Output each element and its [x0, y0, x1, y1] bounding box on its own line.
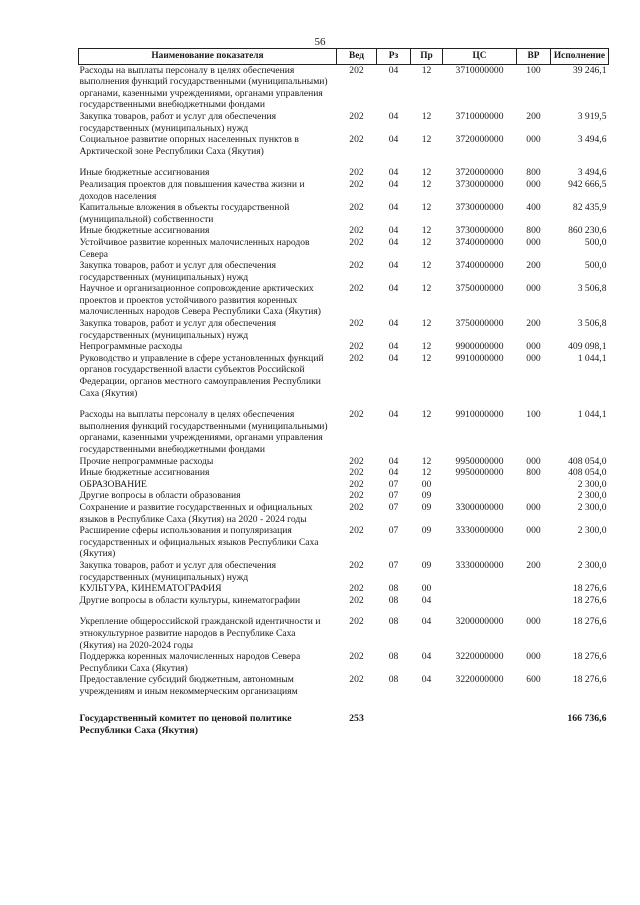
row-ved: 202	[349, 616, 364, 628]
row-cs	[443, 490, 517, 502]
table-row	[79, 479, 609, 491]
row-vr: 400	[526, 202, 541, 214]
table-header-row	[79, 49, 609, 65]
row-name: Иные бюджетные ассигнования	[79, 225, 210, 237]
row-rz: 04	[388, 318, 399, 330]
row-amount: 2 300,0	[577, 559, 607, 571]
row-ved: 202	[349, 525, 364, 537]
row-ved: 202	[349, 455, 364, 467]
table-row	[79, 64, 609, 111]
row-amount: 18 276,6	[572, 594, 607, 606]
row-pr: 00	[421, 583, 432, 595]
row-name: Закупка товаров, работ и услуг для обеспечения государственных (муниципальных) нужд	[79, 318, 277, 341]
row-pr: 12	[421, 260, 432, 272]
row-rz: 04	[388, 260, 399, 272]
row-name: ОБРАЗОВАНИЕ	[79, 478, 147, 490]
table-row	[79, 318, 609, 341]
row-vr: 000	[526, 651, 541, 663]
row-name: Поддержка коренных малочисленных народов Севера Республики Саха (Якутия)	[79, 651, 301, 674]
row-rz: 08	[388, 616, 399, 628]
row-vr	[517, 595, 551, 607]
page-number: 56	[314, 36, 326, 48]
row-name: Закупка товаров, работ и услуг для обеспечения государственных (муниципальных) нужд	[79, 110, 277, 134]
row-rz: 08	[388, 651, 399, 663]
row-name: Иные бюджетные ассигнования	[79, 167, 210, 179]
row-cs: 3750000000	[455, 283, 504, 295]
row-vr: 000	[526, 616, 541, 628]
row-amount: 3 494,6	[577, 167, 607, 179]
row-cs: 3730000000	[455, 202, 504, 214]
row-ved: 202	[349, 467, 364, 479]
row-cs: 3740000000	[455, 236, 504, 248]
row-ved: 202	[349, 409, 364, 421]
row-rz: 04	[388, 283, 399, 295]
row-name: КУЛЬТУРА, КИНЕМАТОГРАФИЯ	[79, 583, 222, 595]
row-cs: 3710000000	[455, 64, 504, 76]
table-row	[79, 202, 609, 225]
row-rz: 07	[388, 525, 399, 537]
row-amount: 3 506,8	[577, 283, 607, 295]
row-amount: 2 300,0	[577, 490, 607, 502]
table-row	[79, 583, 609, 595]
row-pr: 12	[421, 110, 432, 122]
row-amount: 3 919,5	[577, 110, 607, 122]
table-row	[79, 353, 609, 399]
header-amount: Исполнение	[551, 49, 609, 65]
row-cs: 9950000000	[455, 467, 504, 479]
row-amount: 3 494,6	[577, 134, 607, 146]
row-pr: 04	[421, 616, 432, 628]
row-ved: 202	[349, 478, 364, 490]
row-vr: 000	[526, 134, 541, 146]
table-row	[79, 651, 609, 674]
row-cs: 3750000000	[455, 318, 504, 330]
row-amount: 408 054,0	[568, 467, 607, 479]
row-vr: 800	[526, 167, 541, 179]
row-ved: 202	[349, 202, 364, 214]
row-vr: 000	[526, 283, 541, 295]
budget-execution-table	[78, 48, 609, 737]
table-row	[79, 674, 609, 697]
table-row	[79, 225, 609, 237]
row-rz: 07	[388, 478, 399, 490]
row-vr: 000	[526, 178, 541, 190]
row-ved: 202	[349, 501, 364, 513]
row-ved: 202	[349, 583, 364, 595]
table-row	[79, 179, 609, 202]
row-pr: 12	[421, 318, 432, 330]
table-row	[79, 283, 609, 318]
row-name: Предоставление субсидий бюджетным, автономным учреждениям и иным некоммерческим организациям	[79, 674, 298, 697]
table-row	[79, 399, 609, 455]
row-vr: 000	[526, 352, 541, 364]
row-pr: 04	[421, 674, 432, 686]
header-rz: Рз	[377, 49, 411, 65]
row-cs: 3220000000	[455, 651, 504, 663]
row-cs: 3730000000	[455, 225, 504, 237]
row-rz: 04	[388, 341, 399, 353]
row-cs: 3720000000	[455, 167, 504, 179]
table-row	[79, 260, 609, 283]
row-pr: 12	[421, 341, 432, 353]
row-vr: 200	[526, 110, 541, 122]
row-rz: 04	[388, 236, 399, 248]
row-name: Расширение сферы использования и популяризация государственных и официальных языков Республики Саха (Якутия)	[79, 525, 319, 560]
row-vr	[517, 490, 551, 502]
row-ved: 202	[349, 64, 364, 76]
row-pr: 12	[421, 178, 432, 190]
header-vr: ВР	[517, 49, 551, 65]
row-pr: 12	[421, 167, 432, 179]
row-amount: 82 435,9	[572, 202, 607, 214]
row-pr: 12	[421, 455, 432, 467]
table-row	[79, 606, 609, 651]
row-rz: 07	[388, 501, 399, 513]
row-ved: 202	[349, 318, 364, 330]
row-pr: 04	[421, 594, 432, 606]
row-rz: 04	[388, 202, 399, 214]
table-row	[79, 111, 609, 134]
row-rz: 04	[388, 64, 399, 76]
row-cs	[443, 583, 517, 595]
row-rz: 04	[388, 167, 399, 179]
row-rz: 04	[388, 134, 399, 146]
row-cs: 3330000000	[455, 559, 504, 571]
row-name: Непрограммные расходы	[79, 341, 183, 353]
row-amount: 2 300,0	[577, 501, 607, 513]
row-pr: 09	[421, 490, 432, 502]
row-vr: 000	[526, 341, 541, 353]
row-cs	[443, 479, 517, 491]
row-ved: 202	[349, 260, 364, 272]
row-vr	[517, 583, 551, 595]
row-name: Иные бюджетные ассигнования	[79, 467, 210, 479]
row-name: Устойчивое развитие коренных малочисленных народов Севера	[79, 236, 310, 260]
row-cs: 3720000000	[455, 134, 504, 146]
table-row	[79, 467, 609, 479]
row-amount: 409 098,1	[568, 341, 607, 353]
row-ved: 202	[349, 674, 364, 686]
row-pr: 12	[421, 352, 432, 364]
row-name: Руководство и управление в сфере установленных функций органов государственной власти субъектов Российской Федерации, органов местного самоуправления Республики Саха (Якутия)	[79, 352, 324, 399]
row-rz: 04	[388, 467, 399, 479]
row-rz: 07	[388, 559, 399, 571]
summary-ved: 253	[349, 713, 364, 725]
row-ved: 202	[349, 559, 364, 571]
table-row	[79, 490, 609, 502]
row-pr: 12	[421, 64, 432, 76]
row-cs: 3740000000	[455, 260, 504, 272]
row-rz: 08	[388, 674, 399, 686]
row-pr: 09	[421, 501, 432, 513]
row-pr: 04	[421, 651, 432, 663]
row-vr: 600	[526, 674, 541, 686]
header-ved: Вед	[337, 49, 377, 65]
table-row	[79, 525, 609, 560]
row-rz: 04	[388, 455, 399, 467]
row-amount: 39 246,1	[572, 64, 607, 76]
row-cs: 9910000000	[455, 409, 504, 421]
row-ved: 202	[349, 283, 364, 295]
row-pr: 09	[421, 525, 432, 537]
row-name: Прочие непрограммные расходы	[79, 455, 214, 467]
row-rz: 04	[388, 409, 399, 421]
summary-row	[79, 697, 609, 736]
row-vr: 000	[526, 236, 541, 248]
row-vr: 200	[526, 260, 541, 272]
row-cs: 9900000000	[455, 341, 504, 353]
row-pr: 12	[421, 467, 432, 479]
row-cs: 3300000000	[455, 501, 504, 513]
row-pr: 12	[421, 202, 432, 214]
header-cs: ЦС	[443, 49, 517, 65]
row-rz: 08	[388, 594, 399, 606]
row-amount: 2 300,0	[577, 525, 607, 537]
row-amount: 500,0	[584, 260, 607, 272]
row-vr: 100	[526, 409, 541, 421]
row-amount: 18 276,6	[572, 651, 607, 663]
row-rz: 04	[388, 178, 399, 190]
row-vr	[517, 479, 551, 491]
row-pr: 12	[421, 134, 432, 146]
row-pr: 12	[421, 283, 432, 295]
row-ved: 202	[349, 490, 364, 502]
row-amount: 3 506,8	[577, 318, 607, 330]
row-name: Расходы на выплаты персоналу в целях обеспечения выполнения функций государственными (муниципальными) органами, казенными учреждениями, органами управления государственными внебюджетными фондами	[79, 409, 328, 455]
row-ved: 202	[349, 651, 364, 663]
row-ved: 202	[349, 178, 364, 190]
row-name: Другие вопросы в области образования	[79, 490, 241, 502]
table-row	[79, 456, 609, 468]
table-row	[79, 502, 609, 525]
table-row	[79, 157, 609, 179]
row-vr: 000	[526, 501, 541, 513]
row-ved: 202	[349, 134, 364, 146]
row-cs: 9950000000	[455, 455, 504, 467]
row-pr: 09	[421, 559, 432, 571]
row-cs: 9910000000	[455, 352, 504, 364]
row-amount: 18 276,6	[572, 616, 607, 628]
row-name: Капитальные вложения в объекты государственной (муниципальной) собственности	[79, 202, 290, 225]
row-name: Другие вопросы в области культуры, кинематографии	[79, 594, 301, 606]
header-pr: Пр	[411, 49, 443, 65]
row-ved: 202	[349, 352, 364, 364]
row-name: Сохранение и развитие государственных и официальных языков в Республике Саха (Якутия) на 2020 - 2024 годы	[79, 501, 313, 525]
row-vr: 000	[526, 455, 541, 467]
row-vr: 800	[526, 225, 541, 237]
row-amount: 500,0	[584, 236, 607, 248]
table-row	[79, 237, 609, 260]
row-cs: 3710000000	[455, 110, 504, 122]
table-body	[79, 64, 609, 697]
row-amount: 18 276,6	[572, 583, 607, 595]
row-rz: 04	[388, 110, 399, 122]
header-name: Наименование показателя	[79, 49, 337, 65]
row-name: Научное и организационное сопровождение арктических проектов и проектов устойчивого развития коренных малочисленных народов Севера Республики Саха (Якутия)	[79, 283, 321, 318]
row-vr: 800	[526, 467, 541, 479]
row-ved: 202	[349, 110, 364, 122]
table-row	[79, 341, 609, 353]
row-name: Укрепление общероссийской гражданской идентичности и этнокультурное развитие народов в Республике Саха (Якутия) на 2020-2024 годы	[79, 616, 321, 651]
row-ved: 202	[349, 236, 364, 248]
row-cs: 3200000000	[455, 616, 504, 628]
row-rz: 04	[388, 352, 399, 364]
row-ved: 202	[349, 225, 364, 237]
row-name: Социальное развитие опорных населенных пунктов в Арктической зоне Республики Саха (Якутия)	[79, 134, 299, 157]
row-rz: 07	[388, 490, 399, 502]
row-cs: 3220000000	[455, 674, 504, 686]
row-pr: 00	[421, 478, 432, 490]
row-ved: 202	[349, 167, 364, 179]
row-name: Реализация проектов для повышения качества жизни и доходов населения	[79, 178, 305, 202]
row-vr: 000	[526, 525, 541, 537]
summary-name: Государственный комитет по ценовой политике Республики Саха (Якутия)	[79, 713, 292, 737]
row-rz: 08	[388, 583, 399, 595]
row-pr: 12	[421, 409, 432, 421]
table-row	[79, 595, 609, 607]
row-vr: 200	[526, 318, 541, 330]
table-row	[79, 134, 609, 157]
row-pr: 12	[421, 236, 432, 248]
row-ved: 202	[349, 594, 364, 606]
row-name: Расходы на выплаты персоналу в целях обеспечения выполнения функций государственными (муниципальными) органами, казенными учреждениями, органами управления государственными внебюджетными фондами	[79, 64, 328, 111]
row-rz: 04	[388, 225, 399, 237]
row-amount: 942 666,5	[568, 178, 607, 190]
row-amount: 1 044,1	[577, 352, 607, 364]
row-vr: 200	[526, 559, 541, 571]
row-name: Закупка товаров, работ и услуг для обеспечения государственных (муниципальных) нужд	[79, 559, 277, 583]
row-vr: 100	[526, 64, 541, 76]
summary-amount: 166 736,6	[567, 713, 607, 725]
row-pr: 12	[421, 225, 432, 237]
row-cs: 3330000000	[455, 525, 504, 537]
row-amount: 18 276,6	[572, 674, 607, 686]
row-cs	[443, 595, 517, 607]
row-ved: 202	[349, 341, 364, 353]
row-amount: 1 044,1	[577, 409, 607, 421]
row-cs: 3730000000	[455, 178, 504, 190]
table-row	[79, 560, 609, 583]
row-amount: 860 230,6	[568, 225, 607, 237]
row-name: Закупка товаров, работ и услуг для обеспечения государственных (муниципальных) нужд	[79, 260, 277, 283]
row-amount: 2 300,0	[577, 478, 607, 490]
row-amount: 408 054,0	[568, 455, 607, 467]
